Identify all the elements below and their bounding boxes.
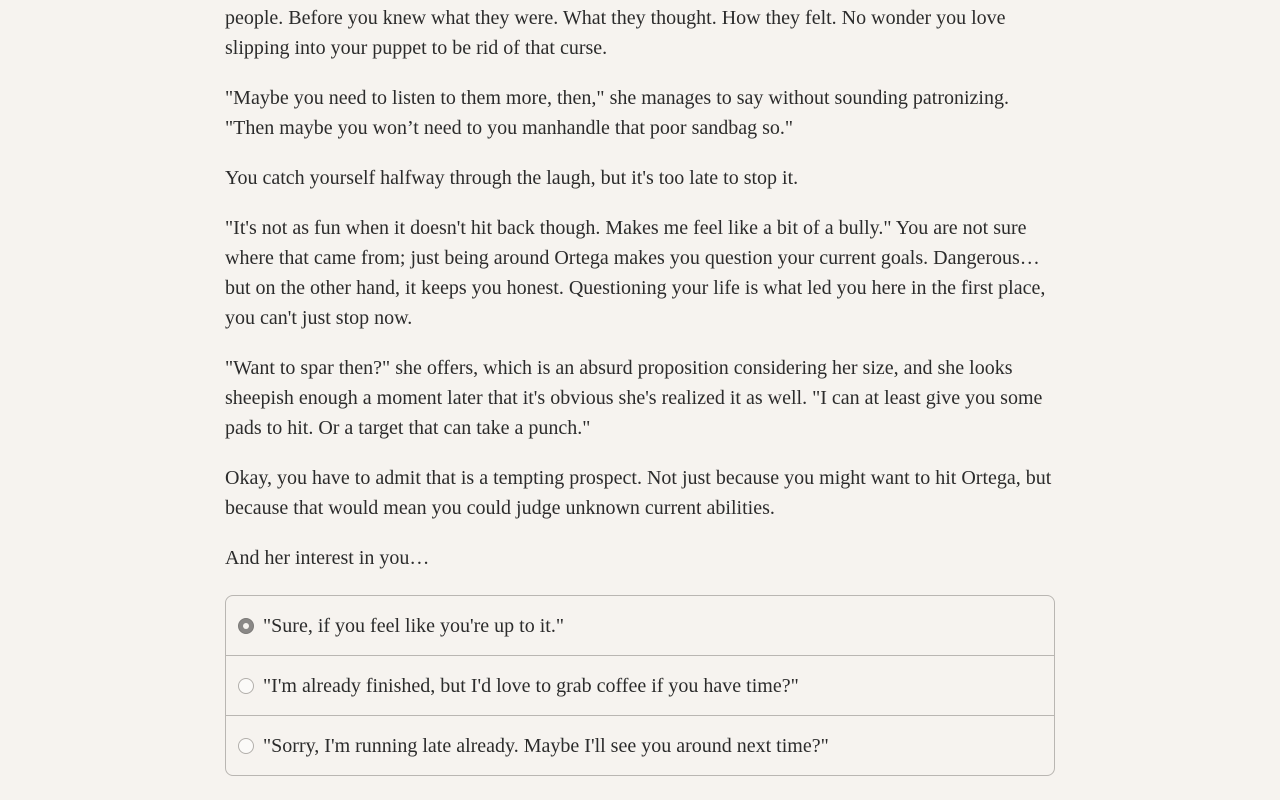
story-paragraph: "It's not as fun when it doesn't hit back though. Makes me feel like a bit of a bully." You are not sure where that came from; just being around Ortega makes you question your current goals. Dangerous… but on the other hand, it keeps you honest. Questioning your life is what led you here in the first place, you can't just stop now. xyxy=(225,217,1046,329)
story-container xyxy=(225,3,1055,776)
choice-label: "I'm already finished, but I'd love to grab coffee if you have time?" xyxy=(263,674,799,697)
story-paragraph: "Maybe you need to listen to them more, then," she manages to say without sounding patronizing. "Then maybe you won’t need to you manhandle that poor sandbag so." xyxy=(225,87,1009,139)
radio-icon[interactable] xyxy=(238,678,254,694)
choice-list xyxy=(225,595,1055,776)
story-paragraph: And her interest in you… xyxy=(225,547,430,569)
radio-icon[interactable] xyxy=(238,618,254,634)
story-paragraph: Okay, you have to admit that is a tempting prospect. Not just because you might want to hit Ortega, but because that would mean you could judge unknown current abilities. xyxy=(225,467,1052,519)
story-paragraph: people. Before you knew what they were. What they thought. How they felt. No wonder you love slipping into your puppet to be rid of that curse. xyxy=(225,7,1006,59)
choice-label: "Sorry, I'm running late already. Maybe I'll see you around next time?" xyxy=(263,734,829,757)
choice-option-coffee[interactable] xyxy=(226,655,1054,715)
choice-label: "Sure, if you feel like you're up to it." xyxy=(263,614,564,637)
story-paragraph: You catch yourself halfway through the laugh, but it's too late to stop it. xyxy=(225,167,799,189)
choice-option-running-late[interactable] xyxy=(226,715,1054,775)
story-paragraph: "Want to spar then?" she offers, which is an absurd proposition considering her size, and she looks sheepish enough a moment later that it's obvious she's realized it as well. "I can at least give you some pads to hit. Or a target that can take a punch." xyxy=(225,357,1043,439)
choice-option-sure[interactable] xyxy=(226,596,1054,655)
radio-icon[interactable] xyxy=(238,738,254,754)
